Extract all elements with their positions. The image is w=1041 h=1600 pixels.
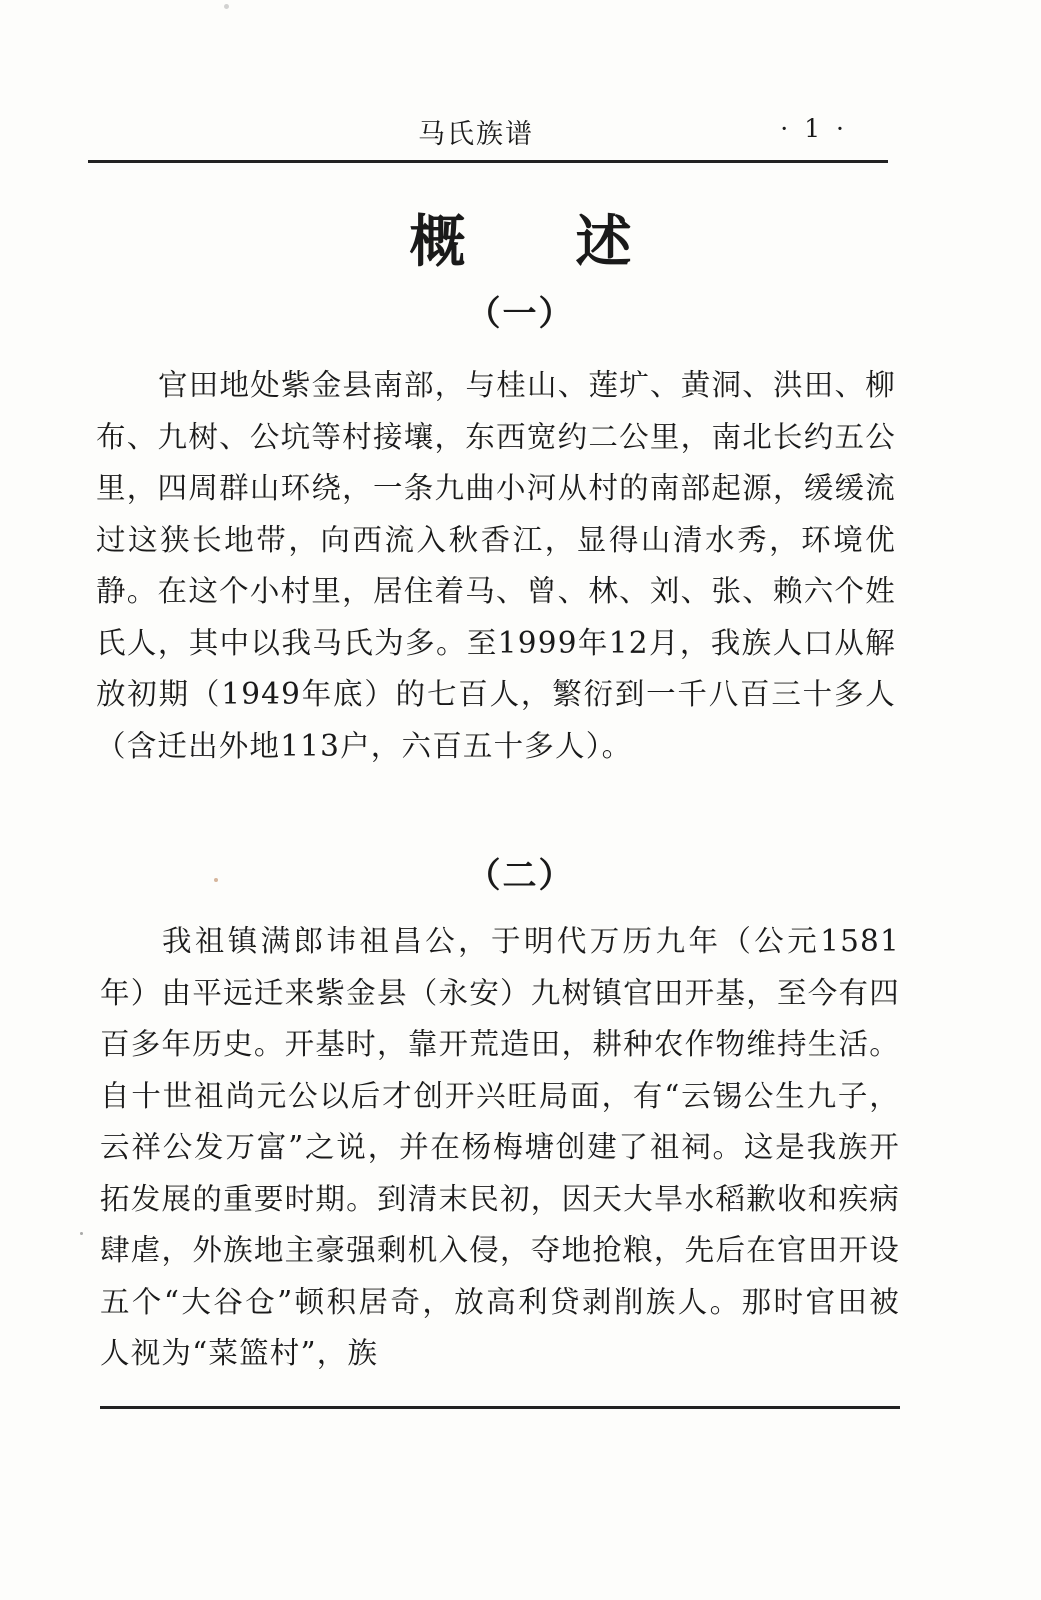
scan-speck (214, 878, 218, 882)
section-paragraph-1: 官田地处紫金县南部，与桂山、莲圹、黄洞、洪田、柳布、九树、公坑等村接壤，东西宽约二公里，南北长约五公里，四周群山环绕，一条九曲小河从村的南部起源，缓缓流过这狭长地带，向西流入秋香江，显得山清水秀，环境优静。在这个小村里，居住着马、曾、林、刘、张、赖六个姓氏人，其中以我马氏为多。至1999年12月，我族人口从解放初期（1949年底）的七百人，繁衍到一千八百三十多人（含迁出外地113户，六百五十多人）。 (96, 368, 896, 763)
footer-rule (100, 1406, 900, 1409)
section-heading-1: （一） (466, 294, 575, 334)
running-header-title: 马氏族谱 (418, 119, 534, 150)
page-number: · 1 · (780, 114, 848, 143)
header-rule (88, 160, 888, 163)
scan-speck (224, 4, 229, 9)
section-heading-2: （二） (466, 856, 575, 896)
scan-speck (80, 1232, 83, 1235)
running-header (88, 112, 888, 158)
section-paragraph-2: 我祖镇满郎讳祖昌公，于明代万历九年（公元1581年）由平远迁来紫金县（永安）九树镇官田开基，至今有四百多年历史。开基时，靠开荒造田，耕种农作物维持生活。自十世祖尚元公以后才创开兴旺局面，有“云锡公生九子，云祥公发万富”之说，并在杨梅塘创建了祖祠。这是我族开拓发展的重要时期。到清末民初，因天大旱水稻歉收和疾病肆虐，外族地主豪强剩机入侵，夺地抢粮，先后在官田开设五个“大谷仓”顿积居奇，放高利贷剥削族人。那时官田被人视为“菜篮村”，族 (100, 924, 900, 1370)
chapter-title: 概述 (409, 209, 742, 275)
